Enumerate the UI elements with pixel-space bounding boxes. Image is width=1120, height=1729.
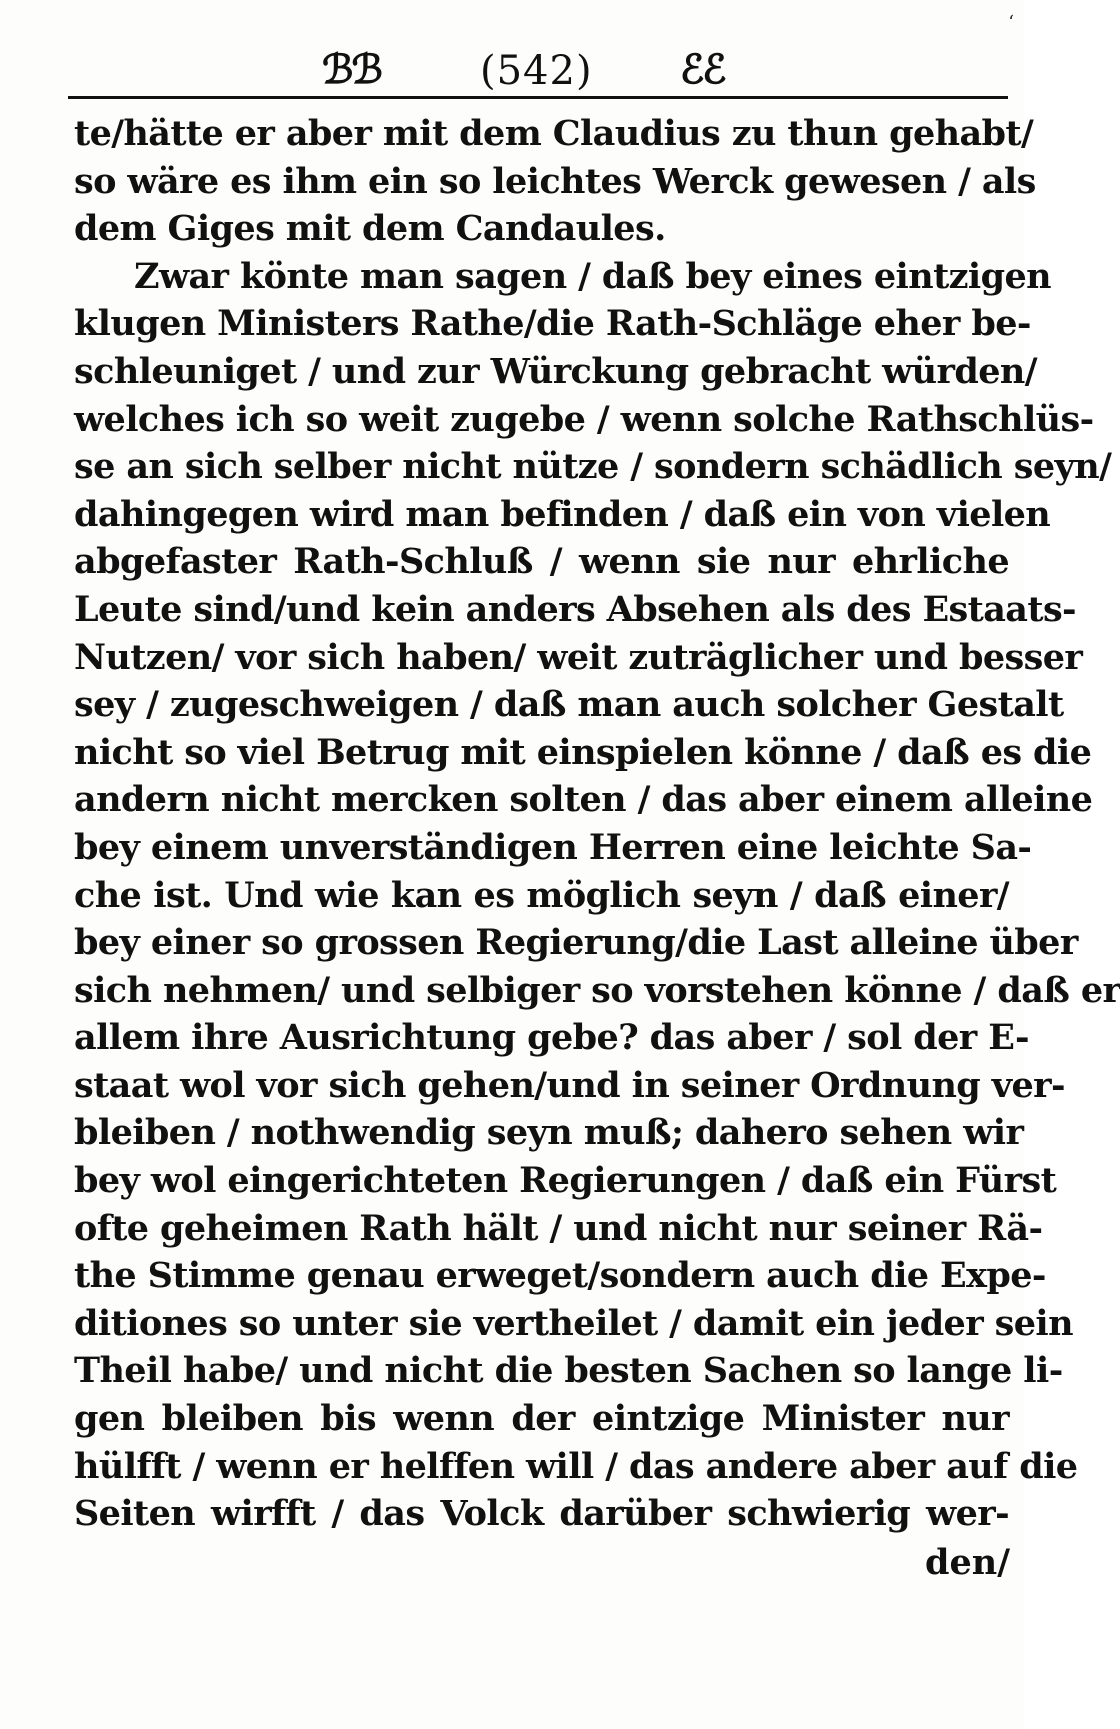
text-line: ofte geheimen Rath hält / und nicht nur seiner Rä-: [74, 1207, 1043, 1249]
text-line: hülfft / wenn er helffen will / das andere aber auf die: [74, 1445, 1078, 1487]
text-line: bey einem unverständigen Herren eine leichte Sa-: [74, 826, 1032, 868]
header-ornament-right: ℰℰ: [680, 46, 725, 93]
text-line: Zwar könte man sagen / daß bey eines eintzigen: [134, 255, 1052, 297]
text-line: allem ihre Ausrichtung gebe? das aber / sol der E-: [74, 1017, 1029, 1059]
header-ornament-left: ℬℬ: [322, 46, 381, 93]
text-line: the Stimme genau erweget/sondern auch die Expe-: [74, 1255, 1046, 1297]
text-line: welches ich so weit zugebe / wenn solche Rathschlüs-: [74, 398, 1094, 440]
text-line: Seiten wirfft / das Volck darüber schwierig wer-: [74, 1493, 1009, 1535]
text-line: se an sich selber nicht nütze / sondern schädlich seyn/: [74, 446, 1112, 488]
body-text: [74, 110, 1120, 1538]
text-line: ditiones so unter sie vertheilet / damit ein jeder sein: [74, 1302, 1073, 1344]
text-line: so wäre es ihm ein so leichtes Werck gewesen / als: [74, 160, 1036, 202]
text-line: dem Giges mit dem Candaules.: [74, 208, 666, 250]
text-line: schleuniget / und zur Würckung gebracht würden/: [74, 350, 1037, 392]
text-line: te/hätte er aber mit dem Claudius zu thun gehabt/: [74, 113, 1034, 154]
header-rule: [68, 96, 1008, 99]
text-line: gen bleiben bis wenn der eintzige Minister nur: [74, 1398, 1009, 1440]
page-edge-mark: ‘: [1008, 12, 1014, 33]
page-number: (542): [480, 48, 593, 94]
text-line: che ist. Und wie kan es möglich seyn / daß einer/: [74, 874, 1009, 916]
text-line: bleiben / nothwendig seyn muß; dahero sehen wir: [74, 1112, 1024, 1154]
text-line: Theil habe/ und nicht die besten Sachen so lange li-: [74, 1350, 1063, 1392]
catchword: den/: [925, 1542, 1010, 1583]
text-line: klugen Ministers Rathe/die Rath-Schläge eher be-: [74, 303, 1031, 345]
text-line: Leute sind/und kein anders Absehen als des Estaats-: [74, 588, 1076, 630]
text-line: bey einer so grossen Regierung/die Last alleine über: [74, 922, 1078, 964]
page-header: [60, 40, 1010, 100]
text-line: nicht so viel Betrug mit einspielen könne / daß es die: [74, 731, 1092, 773]
text-line: bey wol eingerichteten Regierungen / daß ein Fürst: [74, 1160, 1057, 1202]
text-line: sey / zugeschweigen / daß man auch solcher Gestalt: [74, 684, 1064, 726]
text-line: sich nehmen/ und selbiger so vorstehen könne / daß er: [74, 969, 1120, 1011]
text-line: staat wol vor sich gehen/und in seiner Ordnung ver-: [74, 1064, 1065, 1106]
text-line: dahingegen wird man befinden / daß ein von vielen: [74, 493, 1051, 535]
text-line: abgefaster Rath-Schluß / wenn sie nur ehrliche: [74, 541, 1009, 583]
text-line: Nutzen/ vor sich haben/ weit zuträglicher und besser: [74, 636, 1083, 678]
text-line: andern nicht mercken solten / das aber einem alleine: [74, 779, 1093, 821]
